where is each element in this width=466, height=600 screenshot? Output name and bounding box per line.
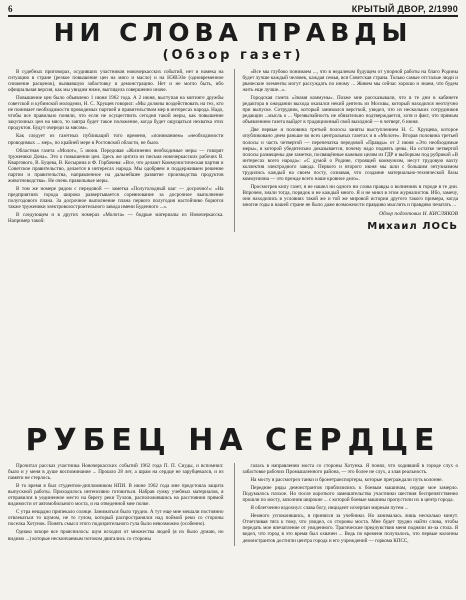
article-column-right xyxy=(234,463,459,546)
newspaper-title: КРЫТЫЙ ДВОР, 2/1990 xyxy=(351,4,458,14)
article-columns xyxy=(8,69,458,232)
next-article-author: Михаил ЛОСЬ xyxy=(367,221,458,233)
article-column-left xyxy=(8,69,224,232)
article-title: НИ СЛОВА ПРАВДЫ xyxy=(53,18,413,47)
paragraph: В следующем и в других номерах «Молота» — бодрые материалы из Новочеркасска. Например такой: xyxy=(8,212,224,225)
paragraph: На мосту я рассмотрел танки и бронетранспортеры, которые преграждали путь колонне. xyxy=(250,477,443,484)
page-header xyxy=(8,3,458,17)
paragraph: Прочитал рассказ участника Новочеркасских событий 1962 года П. П. Сиуды, и вспомнил: было и у меня в душе воспоминание ... Прошло 28 лет, а шрам на сердце не зарубцевался, и из памяти не стерлось. xyxy=(8,463,224,482)
article-column-right xyxy=(234,69,459,232)
article-memoir xyxy=(8,425,458,546)
paragraph: «Все мы глубоко понимаем ..., что в недалеком будущем от упорной работы на благо Родины будет лучше каждый человек, каждая семья, вся Советская страна. Только самые отсталые люди и рваческие элементы могут рассуждать по иному ... Живем мы сейчас хорошо и знаем, что будем жить еще лучше...». xyxy=(242,69,458,94)
paragraph: Городская газета «Знамя коммуны». Позже мне рассказывали, что в те дни в кабинете редактора в ожидании выхода оказался некий деятель из Москвы, который находился неотлучно при выпуске. Сотрудник, который занимался версткой, увидел, что из нескольких сотрудников редакции ...мысль о ... Чрезвычайность не обязательно подтверждается, хотя и факт, что прямым объявлением газета выйдет в традиционный свой выходной — в четверг, 6 июня. xyxy=(242,95,458,126)
paragraph: галась в направлении моста со стороны Хотунка. Я понял, что ходивший в городе слух о забастовке рабочих Промышленного района, — это более не слух, а злая реальность. xyxy=(242,463,458,476)
paragraph: С утра нещадно припекало солнце. Заниматься было трудно. А тут еще мне мешали постоянно отвлекаться то шумом, не то гулом, который распространялся над поймой реки со стороны поселка Хотунок. Понять смысл этого подозрительного гула было невозможно (особенно). xyxy=(8,509,224,528)
paragraph: Просмотрев кипу газет, я не нашел ни одного ни слова правды о волнениях в городе в те дни. Впрочем, знали тогда, порядок и не каждый много. Я и не мнил в этом журналистов. Ибо, замечу, они находились в условиях такой же и той же мировой истории другого такого примера, когда многие годы в нашей стране не было даже возможности правдиво мыслить и правдиво печатать ... xyxy=(242,183,458,208)
article-title: РУБЕЦ НА СЕРДЦЕ xyxy=(25,423,441,458)
article-column-left xyxy=(8,463,224,546)
paragraph: В то время я был студентом-дипломником НПИ. В июне 1962 года мне предстояла защита выпускной работы. Приходилось интенсивно готовиться. Набрав сумку учебных материалов, я отправился в уединенное место на берегу реки Тузлов, расположившись на расстоянии прямой видимости от автомобильного моста, и на отведенной мне полке. xyxy=(8,483,224,508)
paragraph: Я облегченно вздохнул: слава богу, инцидент исчерпан мирным путем ... xyxy=(250,505,409,512)
article-columns xyxy=(8,463,458,546)
paragraph: Повышение цен было объявлено 1 июня 1962 года. А 2 июня, выступая на митинге дружбы советской и кубинской молодежи, Н. С. Хрущев говорил: «Мы должны воздействовать на тех, кто не понимает необходимости проводимых партией и правительством мер в интересах народа. Надо, чтобы все правильно поняли, что если не осуществить сегодня такой меры, как повышение закупочных цен на мясо, то завтра будет такое положение, когда будет ощущаться нехватка этих продуктов. Будут очереди за мясом». xyxy=(8,95,224,132)
newspaper-page xyxy=(8,3,458,597)
paragraph: Немного успокоившись, я принялся за учебники. Но занималась лишь несколько минут. Отчетливая тяга к тому, что увидел, со стороны моста. Мне будет трудно найти слова, чтобы передать мое впечатление от увиденного. Трагические предчувствия меня подняли из-за стола. Я видел, что город в это время был охвачен ... Ведь по времени получалось, что первые колонны демонстрантов достигли центра города и его учреждений — горкома КПСС, xyxy=(242,513,458,544)
page-number: 6 xyxy=(8,4,13,14)
paragraph: В судебных приговорах, осудивших участников новочеркасских событий, нет и намека на ситуацию в стране (резкое повышение цен на мясо и масло) и на НЭВЭЗе (одновременное снижение расценок), вызвавшую забастовку и демонстрацию. Нет и не могло быть, ибо официальная версия, как мы увидим ниже, выглядела совершенно иначе. xyxy=(8,69,224,94)
paragraph: В том же номере рядом с передовой — заметка «Полуголодный шаг — досрочно!»: «На предприятиях города широко развертывается соревнование за досрочное выполнение полугодового плана. За досрочное выполнение плана первого полугодия настойчиво борются также труженики электровозостроительного завода имени Буденного ...». xyxy=(8,185,224,210)
paragraph: Однако вскоре все прояснилось: шум исходил от множества людей (я их было думаю, но видимо ...) которые нескончаемым потоком двигались со стороны xyxy=(8,529,224,542)
article-review xyxy=(8,17,458,417)
paragraph: Как следует из газетных публикаций того времени, «пониманием» «необходимости проводимых ... мер», по крайней мере в Ростовской области, не было. xyxy=(8,133,224,146)
paragraph: Передние ряды демонстрантов приблизились к боевым машинам, сердце мое замерло. Подумалось плохое. Но после короткого замешательства участники шествия беспрепятственно прошли по мосту, заполнив широкие ... с которой боевые машины пропустили их в центр города. xyxy=(242,485,458,504)
article-signature: Обзор подготовил Н. КИСЛЯКОВ xyxy=(379,211,458,218)
paragraph: Областная газета «Молот», 5 июня. Передовая «Жизненно необходимые меры — говорят труженики Дона». Это о повышении цен. Здесь же цитата из письма новочеркасских рабочих В. Кваргового, В. Буцева, В. Косырина и Ф. Горбачева: «Все, что делают Коммунистическая партия и Советское правительство, делается в интересах народа. Мы одобряем и поддерживаем решение партии и правительства, направленное на дальнейшее развитие производства продуктов животноводства». Не очень правильные меры. xyxy=(8,147,224,184)
article-subtitle: (Обзор газет) xyxy=(162,48,304,63)
paragraph: Две первые и половина третьей полосы заняты выступлением Н. С. Хрущева, которое опубликовано днем раньше во всех центральных газетах и в «Молоте». Вторая половина третьей полосы и часть четвертой — перепечатка передовой «Правды» от 2 июня «Это необходимые меры», в которой убедительно доказывается, почему надо поднять цены. На остатке четвертой полосы размещены две заметки, посвящённые важным целям из ГДР и выборкам под рубрикой «В интересах всего народа»: «С думой о Родине, строящей коммунизм, несут трудовую вахту коллектив электродного завода. Первого и второго июня мы шли с большим энтузиазмом трудились каждый на своем посту, сознавая, что создание материально-технической базы коммунизма — это прежде всего наше кровное дело». xyxy=(242,127,458,182)
